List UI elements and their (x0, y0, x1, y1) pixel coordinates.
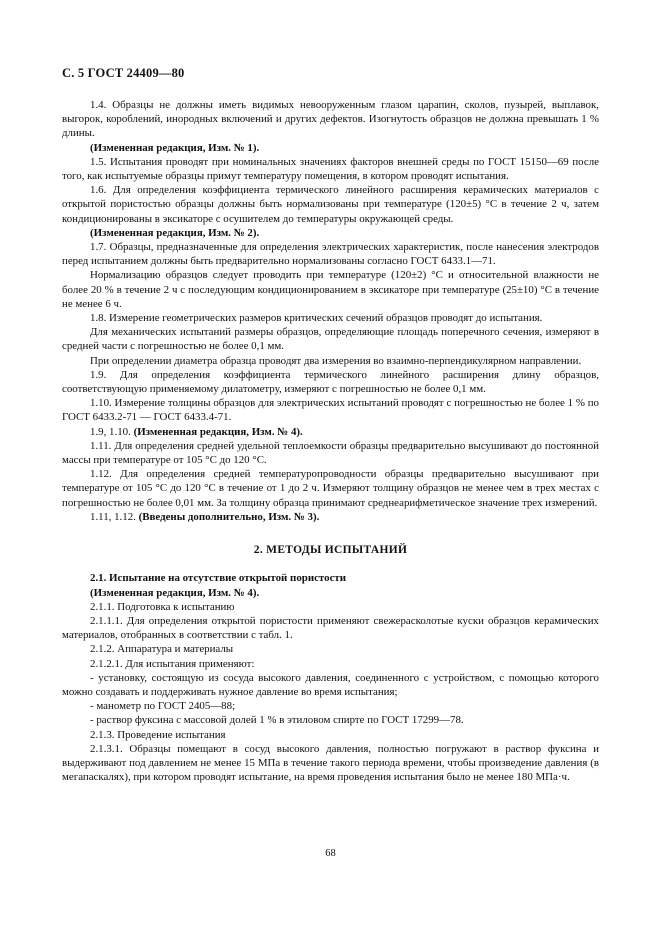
paragraph-1-10: 1.10. Измерение толщины образцов для электрических испытаний проводят с погрешностью не более 1 % по ГОСТ 6433.2-71 — ГОСТ 6433.4-71. (62, 397, 599, 424)
subsection-2-1-title: 2.1. Испытание на отсутствие открытой пористости (90, 572, 347, 585)
page-number: 68 (325, 848, 336, 859)
amendment-ref: 1.11, 1.12. (90, 510, 139, 523)
amendment-note: (Измененная редакция, Изм. № 4). (90, 586, 260, 599)
paragraph-1-5: 1.5. Испытания проводят при номинальных значениях факторов внешней среды по ГОСТ 15150—69 после того, как испытуемые образцы примут температуру помещения, в котором проводят испытания. (62, 155, 599, 183)
paragraph-1-9: 1.9. Для определения коэффициента термического линейного расширения длину образцов, соответствующую применяемому дилатометру, измеряют с погрешностью не более 0,1 мм. (62, 368, 599, 396)
paragraph-mechanical: Для механических испытаний размеры образцов, определяющие площадь поперечного сечения, измеряют в средней части с погрешностью не более 0,1 мм. (62, 326, 599, 353)
amendment-ref: 1.9, 1.10. (90, 425, 134, 438)
paragraph-2-1-1-1: 2.1.1.1. Для определения открытой пористости применяют свежерасколотые куски образцов керамических материалов, отобранных в соответствии с табл. 1. (62, 614, 599, 642)
amendment-note: (Измененная редакция, Изм. № 2). (90, 226, 260, 239)
amendment-note-1-9-1-10 (62, 425, 599, 439)
paragraph-diameter: При определении диаметра образца проводят два измерения во взаимно-перпендикулярном направлении. (90, 354, 582, 367)
amendment-note-1-11-1-12 (62, 510, 599, 524)
paragraph-1-7: 1.7. Образцы, предназначенные для определения электрических характеристик, после нанесения электродов перед испытанием должны быть предварительно нормализованы согласно ГОСТ 6433.1—71. (62, 241, 599, 268)
paragraph-2-1-1: 2.1.1. Подготовка к испытанию (90, 600, 235, 613)
paragraph-normalization: Нормализацию образцов следует проводить при температуре (120±2) °С и относительной влажности не более 20 % в течение 2 ч с последующим кондиционированием в эксикаторе при температуре (25±10) °С в течение не менее 6 ч. (62, 269, 599, 310)
document-body (62, 98, 599, 784)
page-header: С. 5 ГОСТ 24409—80 (62, 66, 185, 80)
amendment-note: (Измененная редакция, Изм. № 1). (90, 141, 260, 154)
paragraph-1-6: 1.6. Для определения коэффициента термического линейного расширения керамических материалов с открытой пористостью образцы должны быть нормализованы при температуре (120±5) °С в течение 2 ч, затем кондиционированы в эксикаторе с осушителем до температуры окружающей среды. (62, 184, 599, 225)
amendment-text: (Введены дополнительно, Изм. № 3). (138, 510, 320, 523)
paragraph-1-4: 1.4. Образцы не должны иметь видимых невооруженным глазом царапин, сколов, пузырей, выплавок, выгорок, короблений, инородных включений и других дефектов. Изогнутость образцов не должна превышать 1 % длины. (62, 99, 599, 140)
paragraph-1-11: 1.11. Для определения средней удельной теплоемкости образцы предварительно высушивают до постоянной массы при температуре от 105 °С до 120 °С. (62, 439, 599, 467)
paragraph-1-12: 1.12. Для определения средней температуропроводности образцы предварительно высушивают при температуре от 105 °С до 120 °С в течение от 1 до 2 ч. Измеряют толщину образцов не менее чем в трех местах с погрешностью не более 0,01 мм. За толщину образца принимают среднеарифметическое значение трех измерений. (62, 468, 599, 509)
paragraph-2-1-3: 2.1.3. Проведение испытания (90, 728, 226, 741)
paragraph-2-1-2-1: 2.1.2.1. Для испытания применяют: (90, 657, 255, 670)
list-item-installation: - установку, состоящую из сосуда высокого давления, соединенного с устройством, с помощью которого можно создавать и поддерживать нужное давление во время испытания; (62, 671, 599, 698)
paragraph-1-8: 1.8. Измерение геометрических размеров критических сечений образцов проводят до испытания. (90, 312, 543, 325)
paragraph-2-1-2: 2.1.2. Аппаратура и материалы (90, 643, 234, 656)
paragraph-2-1-3-1: 2.1.3.1. Образцы помещают в сосуд высокого давления, полностью погружают в раствор фуксина и выдерживают под давлением не менее 15 МПа в течение такого периода времени, чтобы произведение давления (в мегапаскалях), при котором проводят испытание, на время проведения испытания было не менее 180 МПа·ч. (62, 742, 599, 784)
list-item-fuchsin: - раствор фуксина с массовой долей 1 % в этиловом спирте по ГОСТ 17299—78. (90, 714, 464, 727)
amendment-text: (Измененная редакция, Изм. № 4). (133, 425, 303, 438)
section-title: 2. МЕТОДЫ ИСПЫТАНИЙ (253, 544, 408, 557)
list-item-manometer: - манометр по ГОСТ 2405—88; (90, 700, 236, 713)
